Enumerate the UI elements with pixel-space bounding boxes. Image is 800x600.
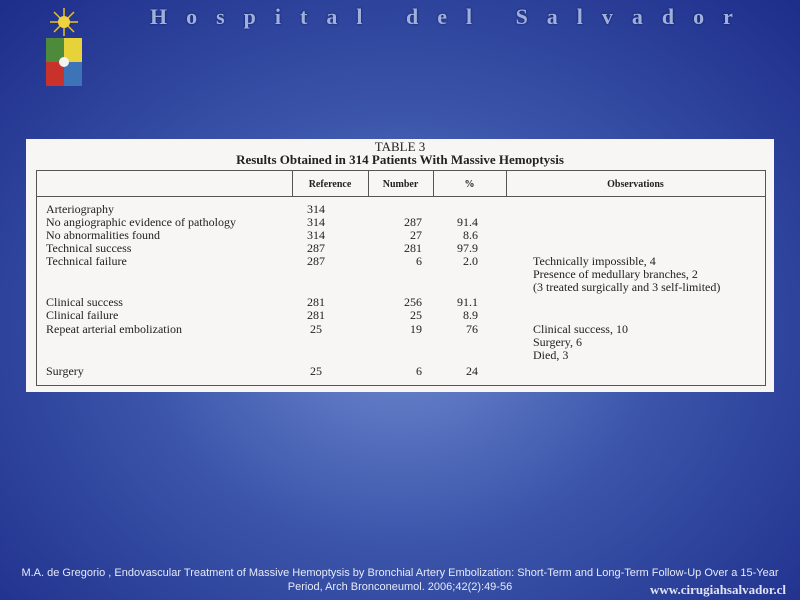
row-label: Repeat arterial embolization: [46, 322, 182, 336]
row-label: No abnormalities found: [46, 228, 160, 242]
row-observation: Clinical success, 10: [533, 322, 628, 336]
row-label: No angiographic evidence of pathology: [46, 215, 236, 229]
table-label: TABLE 3: [374, 139, 426, 154]
row-label: Clinical failure: [46, 308, 119, 322]
row-reference: 281: [307, 295, 325, 309]
row-reference: 314: [307, 215, 325, 229]
header-divider: [37, 196, 765, 197]
row-reference: 314: [307, 202, 325, 216]
row-reference: 287: [307, 254, 325, 268]
row-number: 6: [416, 254, 422, 268]
row-reference: 287: [307, 241, 325, 255]
row-number: 19: [410, 322, 422, 336]
row-percent: 76: [466, 322, 478, 336]
row-label: Technical failure: [46, 254, 127, 268]
university-crest-icon: [38, 6, 90, 92]
row-number: 6: [416, 364, 422, 378]
column-header-reference: Reference: [308, 179, 352, 190]
row-observation: Technically impossible, 4: [533, 254, 656, 268]
row-reference: 25: [310, 322, 322, 336]
row-label: Arteriography: [46, 202, 114, 216]
row-reference: 281: [307, 308, 325, 322]
row-label: Clinical success: [46, 295, 123, 309]
row-observation: (3 treated surgically and 3 self-limited): [533, 280, 721, 294]
row-percent: 2.0: [463, 254, 478, 268]
results-table: [36, 170, 766, 386]
row-number: 287: [404, 215, 422, 229]
hospital-title: Hospital del Salvador: [150, 4, 752, 29]
row-percent: 8.6: [463, 228, 478, 242]
results-table-panel: [26, 139, 774, 392]
website-url: www.cirugiahsalvador.cl: [650, 582, 787, 597]
row-label: Technical success: [46, 241, 132, 255]
citation-line-2: Period, Arch Bronconeumol. 2006;42(2):49-56: [287, 581, 513, 593]
row-percent: 91.4: [457, 215, 478, 229]
row-number: 256: [404, 295, 422, 309]
column-header-observations: Observations: [607, 179, 664, 190]
row-reference: 314: [307, 228, 325, 242]
row-number: 25: [410, 308, 422, 322]
row-percent: 91.1: [457, 295, 478, 309]
row-percent: 97.9: [457, 241, 478, 255]
row-observation: Presence of medullary branches, 2: [533, 267, 698, 281]
table-title: Results Obtained in 314 Patients With Massive Hemoptysis: [236, 152, 564, 167]
row-reference: 25: [310, 364, 322, 378]
row-percent: 8.9: [463, 308, 478, 322]
column-header-percent: %: [464, 179, 475, 190]
column-header-number: Number: [382, 179, 419, 190]
citation-line-1: M.A. de Gregorio , Endovascular Treatment of Massive Hemoptysis by Bronchial Artery Embolization: Short-Term and Long-Term Follow-Up Over a 15-Year: [21, 567, 779, 579]
row-number: 27: [410, 228, 422, 242]
row-percent: 24: [466, 364, 478, 378]
row-observation: Surgery, 6: [533, 335, 582, 349]
row-label: Surgery: [46, 364, 84, 378]
row-observation: Died, 3: [533, 348, 569, 362]
row-number: 281: [404, 241, 422, 255]
